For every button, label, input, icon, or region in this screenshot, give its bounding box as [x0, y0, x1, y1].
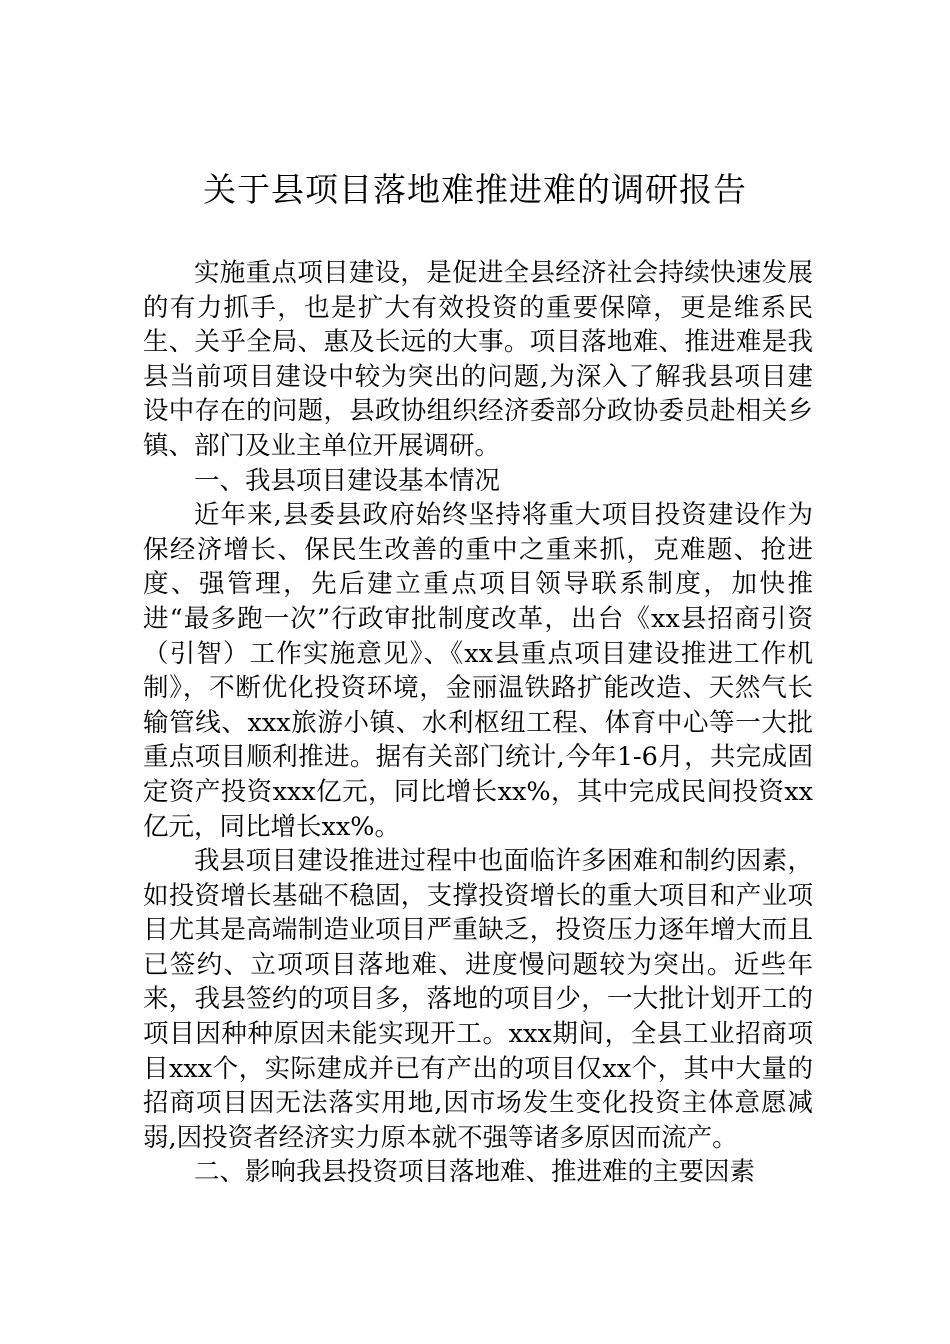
intro-paragraph: 实施重点项目建设，是促进全县经济社会持续快速发展的有力抓手，也是扩大有效投资的重要保障，更是维系民生、关乎全局、惠及长远的大事。项目落地难、推进难是我县当前项目建设中较为突出的问题,为深入了解我县项目建设中存在的问题，县政协组织经济委部分政协委员赴相关乡镇、部门及业主单位开展调研。 [143, 258, 813, 461]
document-title: 关于县项目落地难推进难的调研报告 [203, 170, 747, 209]
section-heading-2: 二、影响我县投资项目落地难、推进难的主要因素 [194, 1157, 756, 1188]
section-1-paragraph-2: 我县项目建设推进过程中也面临许多困难和制约因素，如投资增长基础不稳固，支撑投资增长的重大项目和产业项目尤其是高端制造业项目严重缺乏，投资压力逐年增大而且已签约、立项项目落地难、进度慢问题较为突出。近些年来，我县签约的项目多，落地的项目少，一大批计划开工的项目因种种原因未能实现开工。xxx期间，全县工业招商项目xxx个，实际建成并已有产出的项目仅xx个，其中大量的招商项目因无法落实用地,因市场发生变化投资主体意愿减弱,因投资者经济实力原本就不强等诸多原因而流产。 [143, 846, 813, 1153]
section-1-paragraph-1: 近年来,县委县政府始终坚持将重大项目投资建设作为保经济增长、保民生改善的重中之重来抓，克难题、抢进度、强管理，先后建立重点项目领导联系制度，加快推进“最多跑一次”行政审批制度改革，出台《xx县招商引资（引智）工作实施意见》、《xx县重点项目建设推进工作机制》，不断优化投资环境，金丽温铁路扩能改造、天然气长输管线、xxx旅游小镇、水利枢纽工程、体育中心等一大批重点项目顺利推进。据有关部门统计,今年1-6月，共完成固定资产投资xxx亿元，同比增长xx%，其中完成民间投资xx亿元，同比增长xx%。 [143, 500, 813, 842]
document-body [143, 256, 813, 1190]
section-heading-1: 一、我县项目建设基本情况 [194, 465, 501, 496]
